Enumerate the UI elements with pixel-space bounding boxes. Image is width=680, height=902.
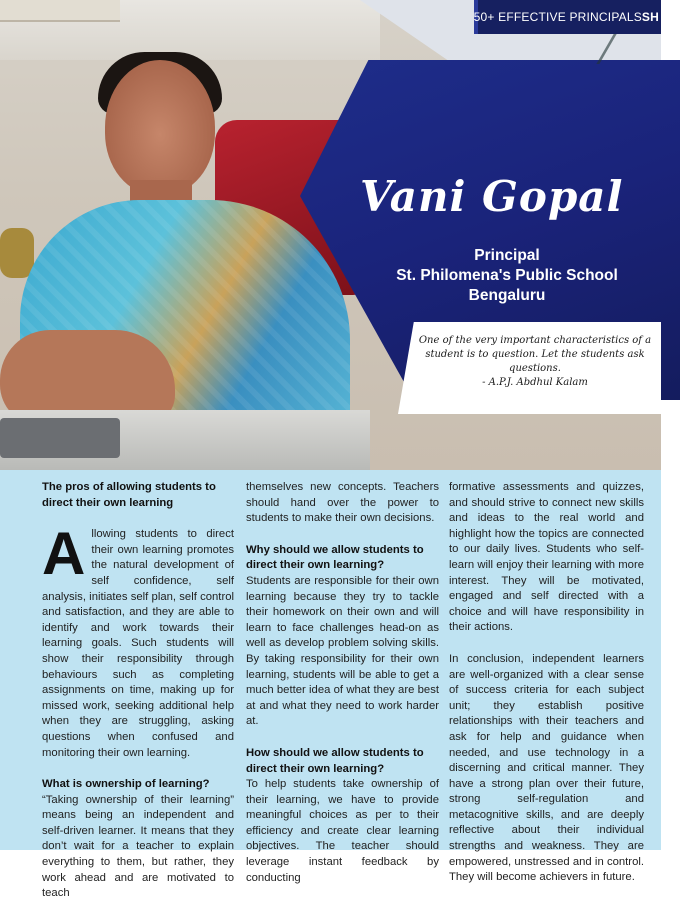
quote-text: One of the very important characteristics of a student is to question. Let the students ask questions. xyxy=(418,335,652,374)
heading-pros: The pros of allowing students to direct their own learning xyxy=(42,481,216,509)
heading-why: Why should we allow students to direct their own learning? xyxy=(246,543,424,572)
paragraph-continued: themselves new concepts. Teachers should hand over the power to students to make their own decisions. xyxy=(246,481,439,525)
laptop xyxy=(0,418,120,458)
paragraph-conclusion: In conclusion, independent learners are well-organized with a clear sense of success criteria for each subject unit; they establish positive relationships with their teachers and ask for help and guidance when needed, and use technology in a discerning and critical manner. They have a strong plan over their future, strong self-regulation and metacognitive skills, and are deeply reflective about their individual strengths and weakness. They are empowered, unstressed and in control. They will become achievers in future. xyxy=(449,652,644,884)
paragraph-why: Students are responsible for their own learning because they try to tackle their homework on their own and will learn to face challenges head-on as well as develop problem solving skills. By taking responsibility for their own learning, students will be able to get a much better idea of what they are best at and what they need to work harder at. xyxy=(246,574,439,728)
principal-role xyxy=(372,246,642,306)
role-title: Principal xyxy=(474,247,540,264)
heading-how: How should we allow students to direct their own learning? xyxy=(246,746,424,775)
principal-name: Vani Gopal xyxy=(360,172,624,221)
paragraph-pros: Allowing students to direct their own learning promotes the natural development of self confidence, self analysis, initiates self plan, self control and satisfaction, and they are able to identify and work towards their learning goals. Such students will show their responsibility through behaviours such as completing assignments on time, making up for missed work, seeking additional help when they are struggling, asking questions when confused and monitoring their own learning. xyxy=(42,520,234,759)
quote-author: - A.P.J. Abdhul Kalam xyxy=(482,377,588,388)
section-header-text: 50+ EFFECTIVE PRINCIPALSSH xyxy=(473,10,659,24)
face xyxy=(105,60,215,195)
article-column-1 xyxy=(42,480,234,902)
heading-ownership: What is ownership of learning? xyxy=(42,778,210,791)
drop-cap: A xyxy=(42,520,86,588)
city-name: Bengaluru xyxy=(468,287,546,304)
school-name: St. Philomena's Public School xyxy=(396,267,618,284)
paragraph-ownership: “Taking ownership of their learning” means being an independent and self-driven learner. It means that they don’t wait for a teacher to explain everything to them, but rather, they work ahead and are motivated to teach xyxy=(42,793,234,900)
paragraph-how: To help students take ownership of their learning, we have to provide meaningful choices as per to their efficiency and create clear learning objectives. The teacher should leverage instant feedback by conducting xyxy=(246,778,439,884)
article-column-3 xyxy=(449,480,644,886)
wall-frame xyxy=(0,0,120,22)
decor-vase xyxy=(0,228,34,278)
section-header xyxy=(474,0,661,34)
article-column-2 xyxy=(246,480,439,886)
paragraph-assessments: formative assessments and quizzes, and should strive to connect new skills and ideas to the real world and highlight how the topics are connected to our daily lives. Students who self-learn will enjoy their learning with more interest. They will be motivated, engaged and self directed with a choice and will have responsibility in their actions. xyxy=(449,481,644,634)
quote xyxy=(410,334,660,390)
